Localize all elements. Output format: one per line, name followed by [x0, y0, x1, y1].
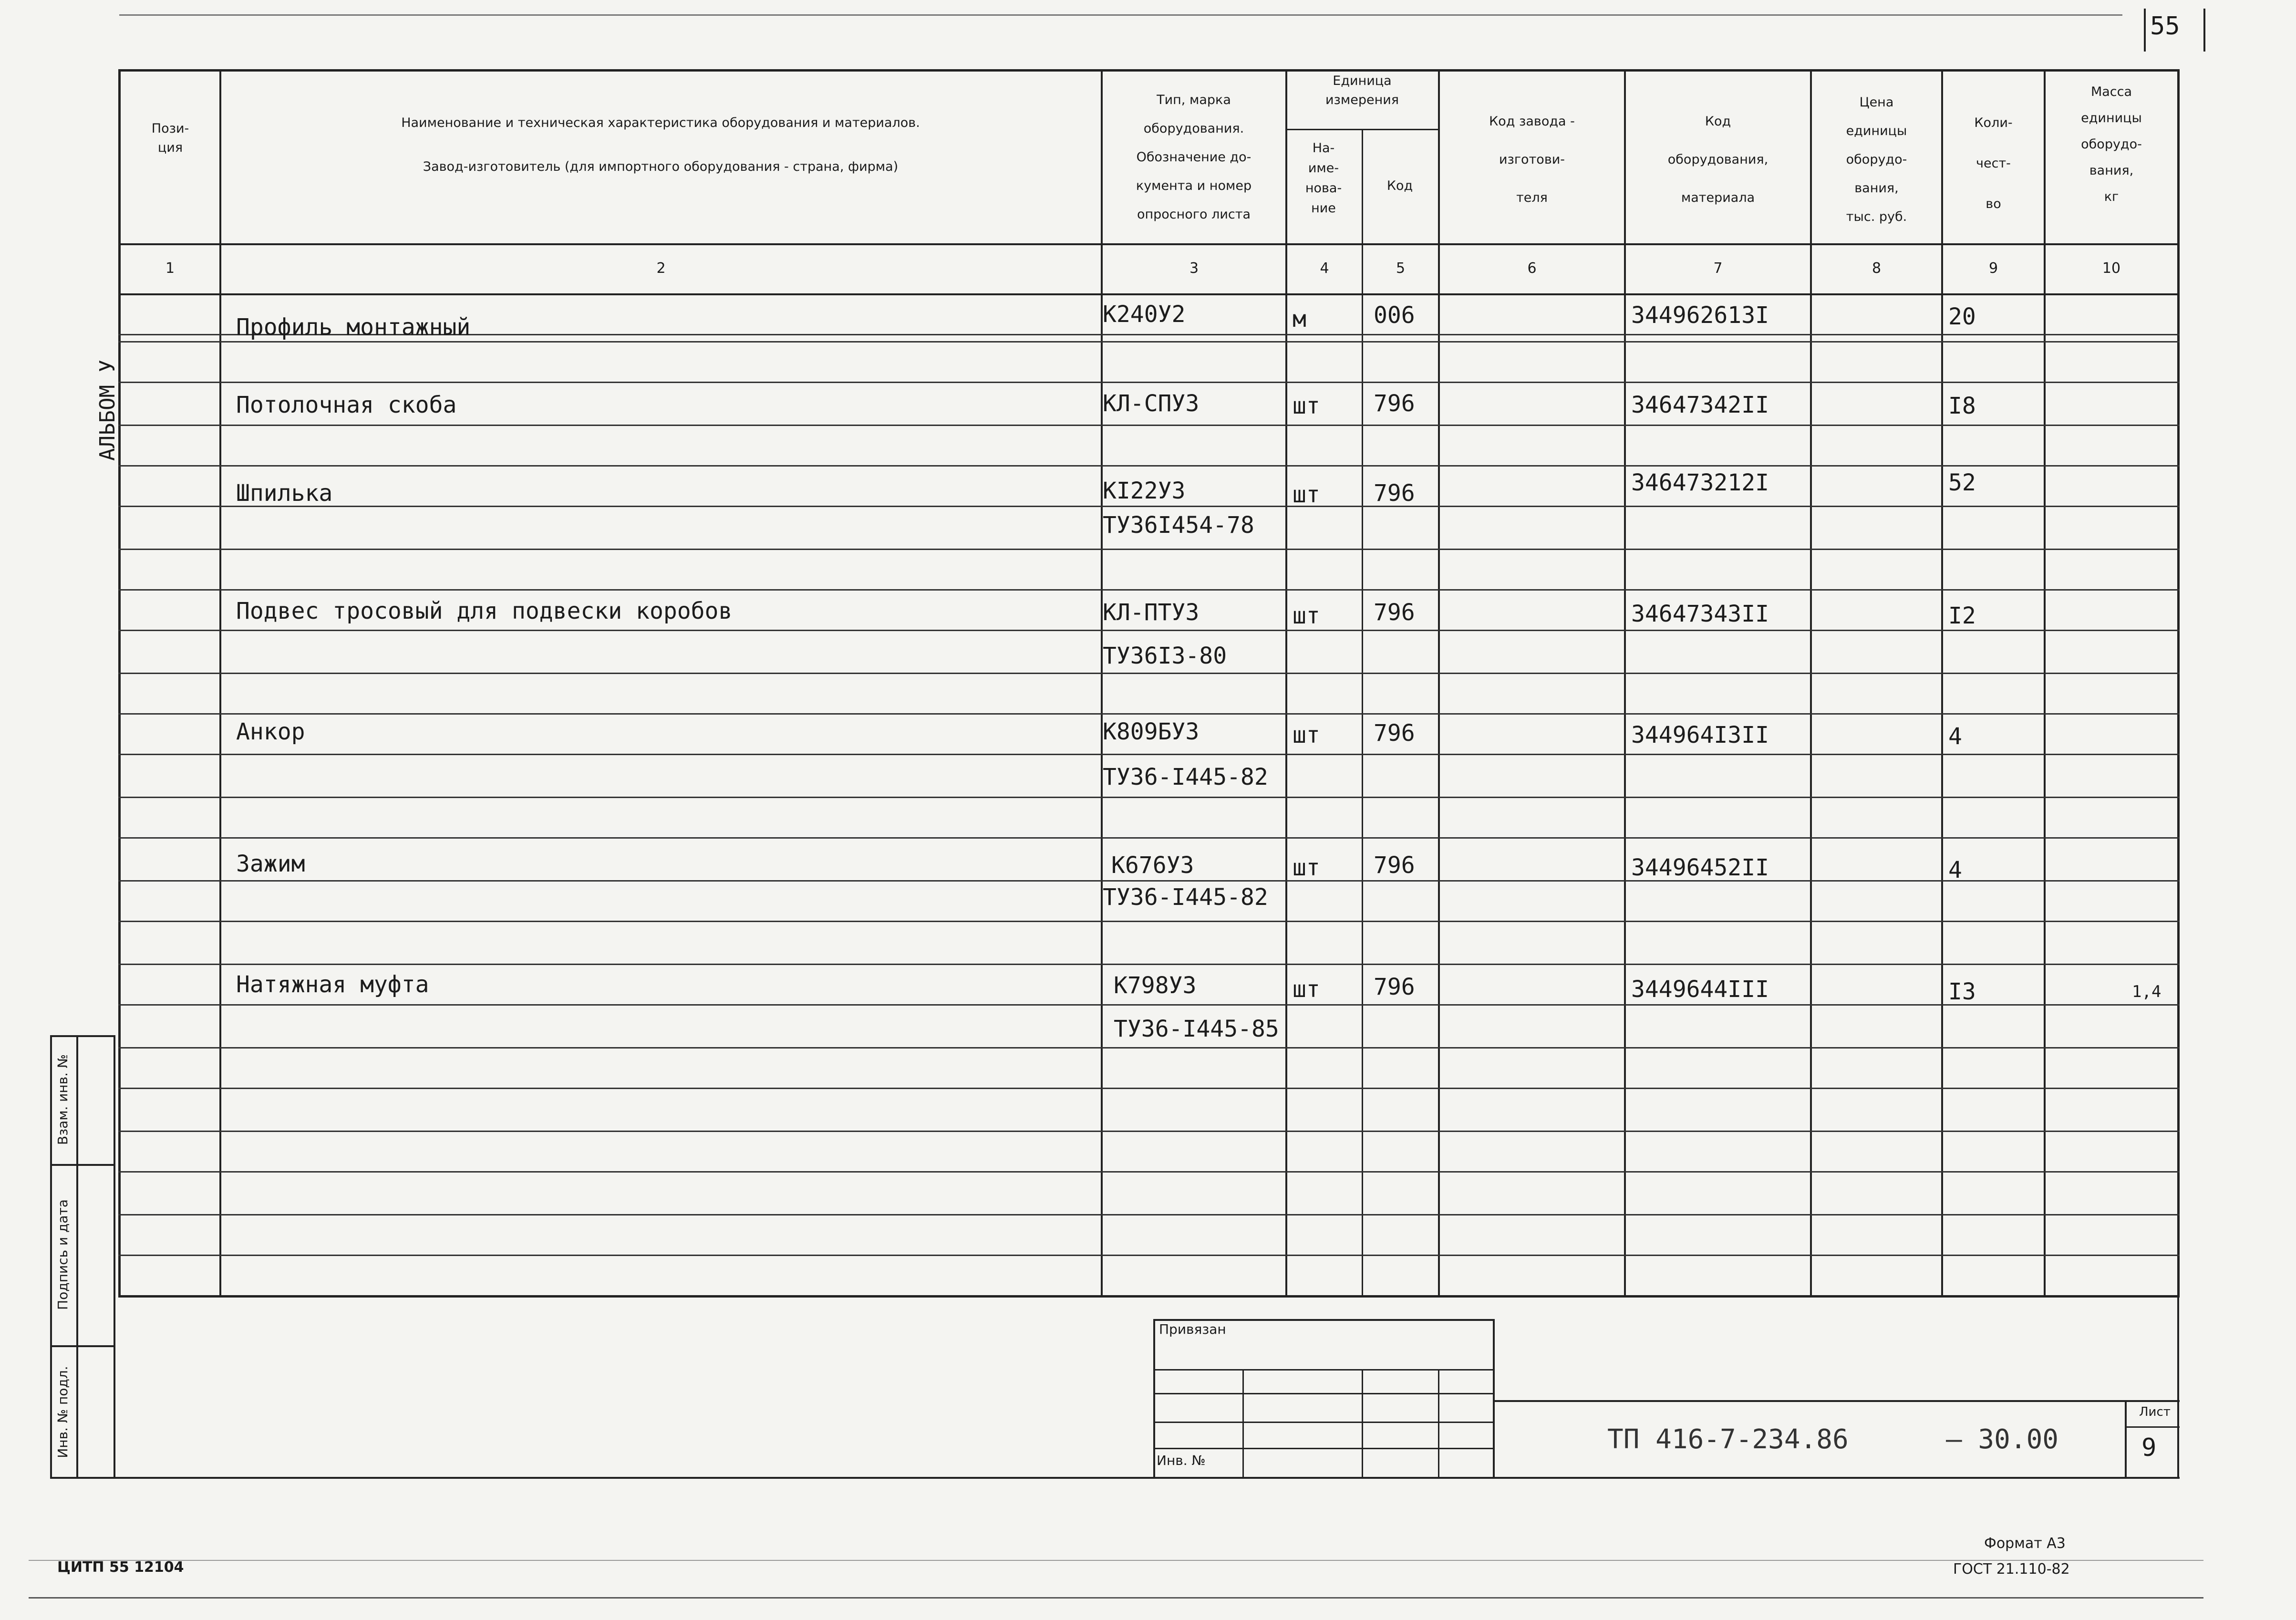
row-divider [118, 1171, 2180, 1173]
row-divider [118, 506, 2180, 507]
doc-suffix: – 30.00 [1946, 1424, 2059, 1455]
row-7-type2: ТУ36-I445-85 [1114, 1016, 1279, 1042]
row-6-qty: 4 [1948, 857, 1962, 883]
row-divider [118, 964, 2180, 965]
colnum-8: 8 [1872, 260, 1882, 277]
row-divider [118, 341, 2180, 343]
row-6-type2: ТУ36-I445-82 [1103, 884, 1268, 911]
row-7-unit-code: 796 [1374, 974, 1415, 1000]
row-7-code: 3449644III [1631, 976, 1769, 1003]
row-divider [118, 754, 2180, 755]
header-quantity: Коли- чест- во [1974, 115, 2013, 211]
row-divider [118, 1131, 2180, 1132]
row-6-code: 34496452II [1631, 854, 1769, 881]
side-stamp-podpis: Подпись и дата [55, 1199, 71, 1310]
stamp-inv-no: Инв. № [1157, 1453, 1206, 1468]
header-factory-code: Код завода - изготови- теля [1489, 114, 1575, 205]
row-2-unit-code: 796 [1374, 390, 1415, 417]
header-unit-name: На- име- нова- ние [1305, 141, 1342, 216]
sheet-number: 9 [2141, 1433, 2157, 1462]
row-5-type2: ТУ36-I445-82 [1103, 764, 1268, 790]
row-3-code: 346473212I [1631, 469, 1769, 496]
row-divider [118, 589, 2180, 591]
row-divider [118, 880, 2180, 882]
row-5-name: Анкор [236, 718, 305, 745]
row-divider [118, 382, 2180, 383]
row-4-unit: шт [1293, 602, 1320, 629]
footer-format: Формат А3 [1984, 1535, 2066, 1552]
row-divider [118, 465, 2180, 467]
side-stamp-vzam: Взам. инв. № [55, 1054, 71, 1145]
row-divider [118, 1088, 2180, 1089]
header-name-line1: Наименование и техническая характеристика оборудования и материалов. [401, 115, 920, 130]
colnum-2: 2 [656, 260, 666, 277]
row-1-name: Профиль монтажный [236, 314, 471, 341]
row-6-unit: шт [1293, 854, 1320, 881]
row-5-code: 344964I3II [1631, 722, 1769, 748]
row-divider [118, 713, 2180, 715]
row-3-unit-code: 796 [1374, 480, 1415, 507]
row-divider [118, 837, 2180, 839]
row-2-unit: шт [1293, 393, 1320, 419]
row-5-unit-code: 796 [1374, 720, 1415, 747]
row-1-qty: 20 [1948, 303, 1976, 330]
row-4-unit-code: 796 [1374, 599, 1415, 626]
row-4-type2: ТУ36I3-80 [1103, 643, 1227, 669]
footer-gost: ГОСТ 21.110-82 [1953, 1561, 2070, 1578]
colnum-5: 5 [1396, 260, 1406, 277]
row-2-code: 34647342II [1631, 392, 1769, 418]
row-5-unit: шт [1293, 722, 1320, 748]
row-1-type: К240У2 [1103, 301, 1186, 328]
colnum-1: 1 [165, 260, 175, 277]
row-7-name: Натяжная муфта [236, 971, 429, 998]
row-6-type: К676У3 [1111, 852, 1194, 879]
side-stamp-inv-podl: Инв. № подл. [55, 1366, 71, 1458]
colnum-4: 4 [1320, 260, 1329, 277]
row-divider [118, 921, 2180, 922]
header-name-line2: Завод-изготовитель (для импортного оборудования - страна, фирма) [423, 159, 899, 174]
row-3-unit: шт [1293, 481, 1320, 508]
row-divider [118, 797, 2180, 798]
top-sheet-mark: 55 [2150, 12, 2180, 41]
row-4-code: 34647343II [1631, 601, 1769, 627]
colnum-9: 9 [1988, 260, 1998, 277]
header-price: Цена единицы оборудо- вания, тыс. руб. [1846, 95, 1907, 224]
row-4-name: Подвес тросовый для подвески коробов [236, 598, 733, 624]
row-divider [118, 1047, 2180, 1049]
row-3-qty: 52 [1948, 469, 1976, 496]
row-divider [118, 425, 2180, 426]
row-3-type2: ТУ36I454-78 [1103, 512, 1254, 539]
row-5-type: К809БУ3 [1103, 718, 1200, 745]
row-7-mass: 1,4 [2132, 982, 2162, 1001]
row-4-qty: I2 [1948, 602, 1976, 629]
colnum-3: 3 [1189, 260, 1199, 277]
row-2-type: КЛ-СПУ3 [1103, 390, 1200, 417]
doc-code: ТП 416-7-234.86 [1607, 1424, 1849, 1455]
header-equipment-code: Код оборудования, материала [1667, 114, 1769, 205]
header-type: Тип, марка оборудования. Обозначение до- кумента и номер опросного листа [1136, 93, 1252, 222]
list-label: Лист [2139, 1405, 2171, 1419]
header-mass: Масса единицы оборудо- вания, кг [2081, 84, 2142, 204]
stamp-privyazan: Привязан [1159, 1321, 1226, 1337]
row-1-unit-code: 006 [1374, 302, 1415, 329]
row-4-type: КЛ-ПТУ3 [1103, 599, 1200, 626]
row-2-name: Потолочная скоба [236, 392, 457, 418]
row-divider [118, 549, 2180, 550]
colnum-10: 10 [2102, 260, 2121, 277]
album-label: АЛЬБОМ У [95, 360, 120, 461]
row-6-unit-code: 796 [1374, 852, 1415, 879]
row-3-name: Шпилька [236, 480, 333, 507]
row-7-type: К798У3 [1114, 972, 1197, 999]
header-units: Единица измерения [1325, 73, 1399, 107]
row-divider [118, 630, 2180, 631]
row-5-qty: 4 [1948, 723, 1962, 750]
row-1-code: 344962613I [1631, 302, 1769, 329]
row-divider [118, 1255, 2180, 1256]
row-6-name: Зажим [236, 851, 305, 877]
header-unit-code: Код [1386, 178, 1413, 193]
header-position: Пози- ция [151, 121, 189, 155]
colnum-7: 7 [1713, 260, 1723, 277]
row-7-qty: I3 [1948, 978, 1976, 1005]
footer-left-code: ЦИТП 55 12104 [57, 1559, 184, 1576]
row-2-qty: I8 [1948, 393, 1976, 419]
colnum-6: 6 [1527, 260, 1537, 277]
row-divider [118, 1004, 2180, 1006]
row-divider [118, 1214, 2180, 1215]
row-3-type: КI22У3 [1103, 478, 1186, 504]
row-7-unit: шт [1293, 976, 1320, 1003]
row-1-unit: м [1293, 306, 1306, 332]
row-divider [118, 673, 2180, 674]
